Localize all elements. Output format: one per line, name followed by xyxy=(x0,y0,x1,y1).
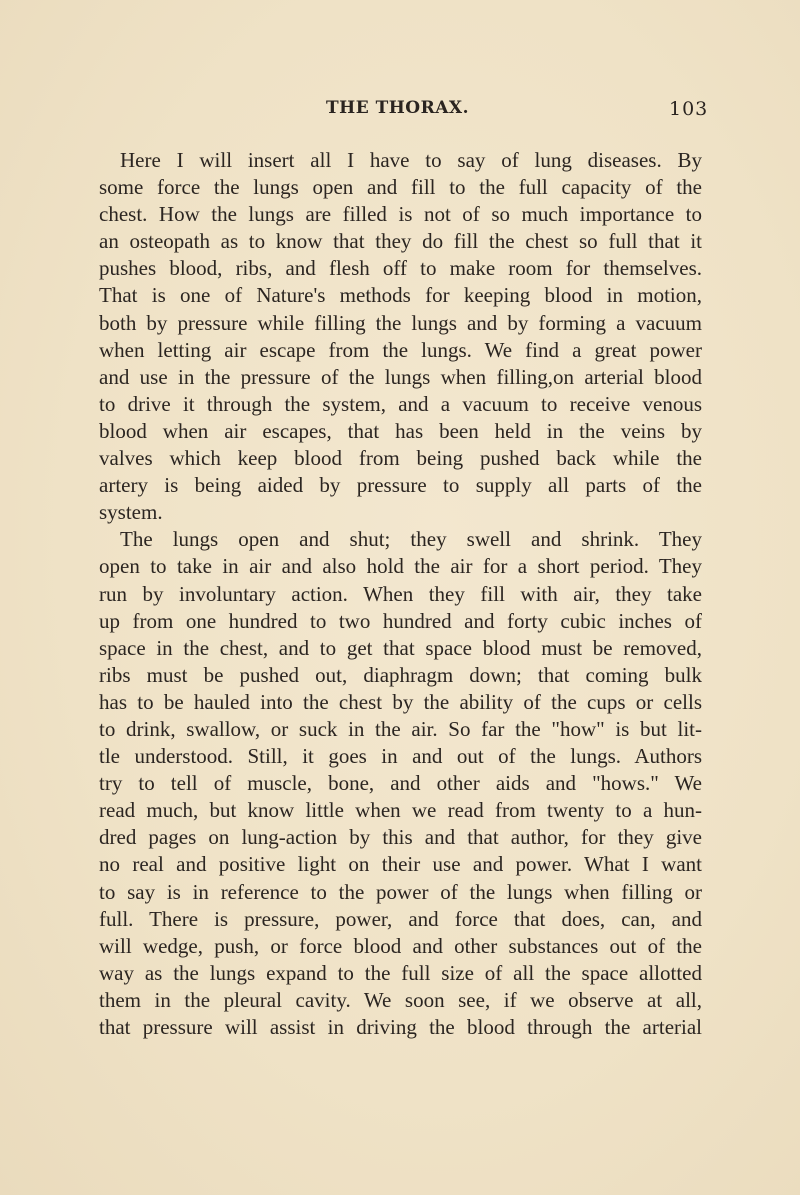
text-line: has to be hauled into the chest by the ability of the cups or cells xyxy=(99,689,702,714)
text-line: ribs must be pushed out, diaphragm down; that coming bulk xyxy=(99,662,702,687)
page-number: 103 xyxy=(669,98,709,120)
body-text xyxy=(99,147,702,1041)
text-line: pushes blood, ribs, and flesh off to make room for themselves. xyxy=(99,256,702,281)
text-line: space in the chest, and to get that space blood must be removed, xyxy=(99,635,702,660)
text-line: try to tell of muscle, bone, and other aids and "hows." We xyxy=(99,771,702,796)
text-line: run by involuntary action. When they fill with air, they take xyxy=(99,581,702,606)
text-line: blood when air escapes, that has been held in the veins by xyxy=(99,418,702,443)
text-line: system. xyxy=(99,500,163,525)
page-header xyxy=(0,98,800,128)
text-line: The lungs open and shut; they swell and shrink. They xyxy=(120,527,702,552)
text-line: that pressure will assist in driving the blood through the arterial xyxy=(99,1015,702,1039)
text-line: to drive it through the system, and a vacuum to receive venous xyxy=(99,391,702,416)
text-line: full. There is pressure, power, and force that does, can, and xyxy=(99,906,702,931)
text-line: way as the lungs expand to the full size of all the space allotted xyxy=(99,960,702,985)
text-line: no real and positive light on their use and power. What I want xyxy=(99,852,702,877)
text-line: and use in the pressure of the lungs when filling,on arterial blood xyxy=(99,364,702,389)
text-line: up from one hundred to two hundred and forty cubic inches of xyxy=(99,608,702,633)
text-line: tle understood. Still, it goes in and out of the lungs. Authors xyxy=(99,744,702,769)
text-line: some force the lungs open and fill to the full capacity of the xyxy=(99,175,702,200)
text-line: when letting air escape from the lungs. We find a great power xyxy=(99,337,702,362)
text-line: chest. How the lungs are filled is not of so much importance to xyxy=(99,202,702,227)
text-line: will wedge, push, or force blood and other substances out of the xyxy=(99,933,702,958)
text-line: artery is being aided by pressure to supply all parts of the xyxy=(99,473,702,498)
text-line: to say is in reference to the power of the lungs when filling or xyxy=(99,879,702,904)
text-line: to drink, swallow, or suck in the air. So far the "how" is but lit- xyxy=(99,716,702,741)
text-line: both by pressure while filling the lungs and by forming a vacuum xyxy=(99,310,702,335)
text-line: open to take in air and also hold the air for a short period. They xyxy=(99,554,702,579)
text-line: read much, but know little when we read from twenty to a hun- xyxy=(99,798,702,823)
text-line: an osteopath as to know that they do fill the chest so full that it xyxy=(99,229,702,254)
text-line: dred pages on lung-action by this and that author, for they give xyxy=(99,825,702,850)
text-line: Here I will insert all I have to say of lung diseases. By xyxy=(120,148,702,172)
text-line: them in the pleural cavity. We soon see, if we observe at all, xyxy=(99,987,702,1012)
text-line: valves which keep blood from being pushed back while the xyxy=(99,446,702,471)
text-line: That is one of Nature's methods for keeping blood in motion, xyxy=(99,283,702,308)
running-title: THE THORAX. xyxy=(326,98,470,118)
